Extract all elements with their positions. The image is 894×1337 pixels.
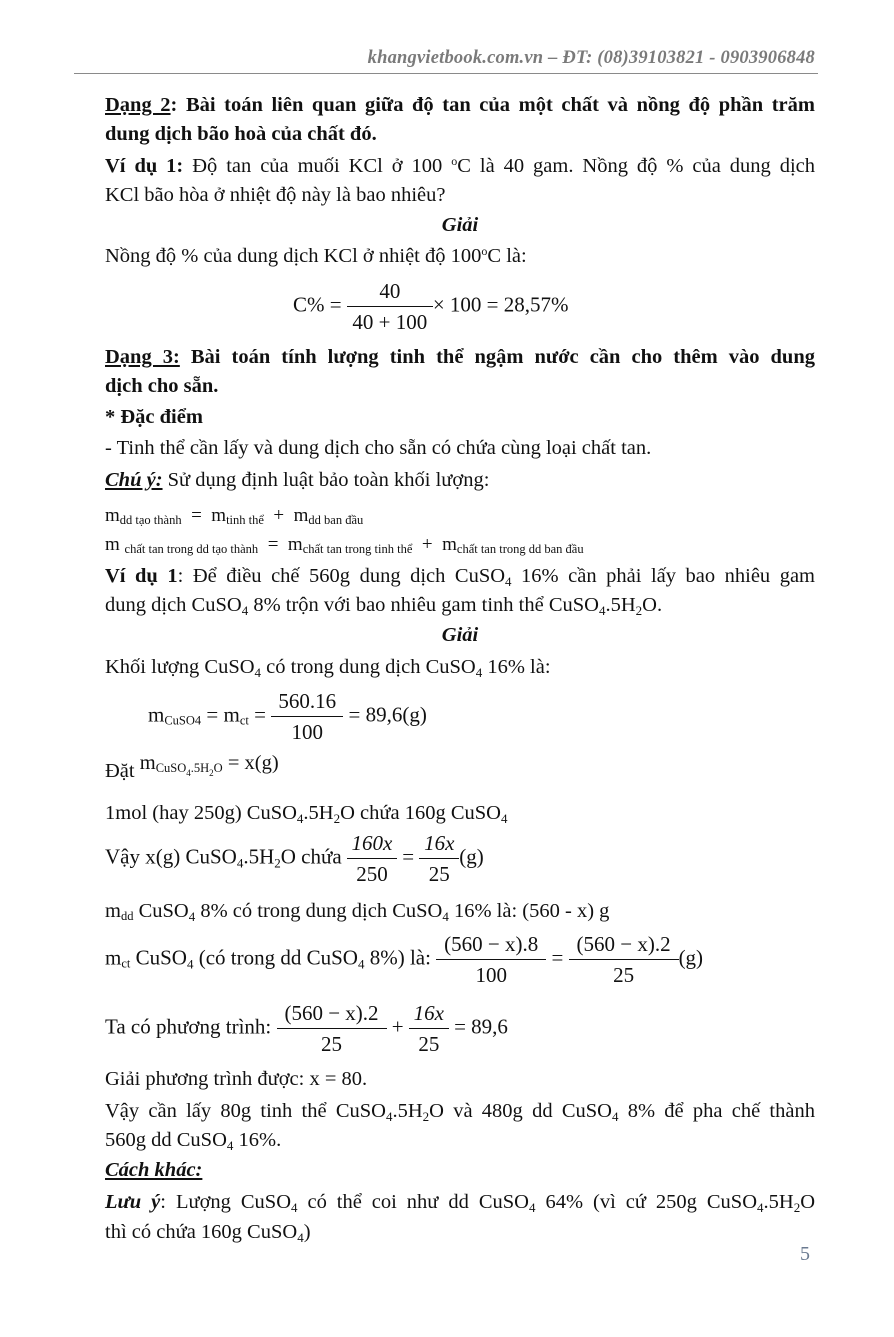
- numerator: (560 − x).8: [436, 929, 546, 960]
- denominator: 100: [475, 963, 507, 987]
- m: m: [211, 505, 227, 526]
- denominator: 25: [613, 963, 635, 987]
- subscript: CuSO4: [164, 713, 202, 728]
- sub: 4: [385, 1109, 393, 1124]
- text: 64% (vì cứ 250g CuSO: [535, 1191, 757, 1213]
- text: ): [303, 1221, 311, 1243]
- text: CuSO: [130, 945, 187, 970]
- text: có thể coi như dd CuSO: [297, 1191, 529, 1213]
- vidu1b-line1: [105, 563, 815, 589]
- m: m: [105, 505, 120, 526]
- text: = m: [201, 702, 240, 727]
- luu-y-line1: [105, 1189, 815, 1215]
- fraction: [347, 828, 397, 889]
- mass-conservation-eq1: [105, 503, 815, 533]
- sub: 4: [254, 665, 262, 680]
- subscript: dd ban đầu: [308, 513, 364, 527]
- subscript: dd tạo thành: [119, 513, 182, 527]
- text: Ta có phương trình:: [105, 1014, 277, 1039]
- text: CuSO: [133, 900, 189, 922]
- dang3-title-line2: dịch cho sẵn.: [105, 375, 219, 397]
- equals: =: [267, 534, 279, 555]
- ket-luan-line2: [105, 1127, 815, 1153]
- mass-conservation-eq2: [105, 532, 815, 562]
- text: 560g dd CuSO: [105, 1129, 227, 1151]
- text: O: [800, 1191, 815, 1213]
- text: 8% có trong dung dịch CuSO: [195, 900, 443, 922]
- text: thì có chứa 160g CuSO: [105, 1221, 298, 1243]
- equals: =: [402, 844, 415, 869]
- dang3-title-text: Bài toán tính lượng tinh thể ngậm nước cần cho thêm vào dung: [179, 346, 815, 368]
- sub: 4: [186, 768, 191, 778]
- subscript: ct: [239, 713, 249, 728]
- subscript: chất tan trong dd ban đầu: [456, 542, 584, 556]
- formula-lhs: C% =: [293, 292, 342, 317]
- text: : Lượng CuSO: [160, 1191, 292, 1213]
- page-number: 5: [800, 1243, 810, 1265]
- text: C là 40 gam. Nồng độ % của dung dịch: [457, 155, 816, 177]
- text: Đặt: [105, 760, 140, 782]
- fraction: [409, 998, 449, 1059]
- mol-line: [105, 800, 815, 826]
- khoi-luong-line: [105, 654, 815, 680]
- giai-heading: Giải: [441, 214, 479, 236]
- dang2-title-text: : Bài toán liên quan giữa độ tan của một chất và nồng độ phần trăm: [170, 94, 815, 116]
- sub: 2: [793, 1200, 801, 1215]
- mct-line: [105, 929, 703, 990]
- fraction: [347, 276, 433, 337]
- fraction: [271, 686, 343, 747]
- sub: 4: [357, 956, 365, 972]
- m: m: [148, 702, 165, 727]
- giai-heading-2: Giải: [441, 624, 479, 646]
- fraction: [277, 998, 387, 1059]
- chu-y-line: [105, 467, 815, 493]
- numerator: (560 − x).2: [277, 998, 387, 1029]
- sub: 4: [505, 574, 512, 589]
- dang2-label: Dạng 2: [105, 94, 171, 116]
- numerator: 160x: [347, 828, 397, 859]
- text: .5H: [605, 594, 636, 616]
- text: 16%.: [233, 1129, 282, 1151]
- vay-x-line: [105, 828, 484, 889]
- text: = 89,6: [454, 1014, 508, 1039]
- sub: 4: [226, 1138, 234, 1153]
- numerator: (560 − x).2: [569, 929, 679, 960]
- vidu1b-line2: [105, 592, 815, 618]
- dang2-title-line2: dung dịch bão hoà của chất đó.: [105, 123, 377, 145]
- dac-diem-item: - Tinh thể cần lấy và dung dịch cho sẵn có chứa cùng loại chất tan.: [105, 437, 652, 459]
- text: Vậy cần lấy 80g tinh thể CuSO: [105, 1100, 386, 1122]
- dang2-title-line1: [105, 92, 815, 118]
- text: 16% cần phải lấy bao nhiêu gam: [511, 565, 815, 587]
- sub: 4: [442, 909, 449, 924]
- fraction: [419, 828, 459, 889]
- text: Vậy x(g) CuSO: [105, 844, 237, 869]
- text: dung dịch CuSO: [105, 594, 242, 616]
- numerator: 560.16: [271, 686, 343, 717]
- dac-diem-heading: * Đặc điểm: [105, 406, 203, 428]
- vidu1-line2: KCl bão hòa ở nhiệt độ này là bao nhiêu?: [105, 184, 446, 206]
- text: .5H: [303, 802, 334, 824]
- degree-sup: o: [481, 244, 488, 258]
- sub: 2: [209, 768, 214, 778]
- text: O.: [642, 594, 663, 616]
- sub: 2: [333, 811, 341, 826]
- subscript: [155, 761, 223, 778]
- text: 1mol (hay 250g) CuSO: [105, 802, 297, 824]
- page-header: khangvietbook.com.vn – ĐT: (08)39103821 - 0903906848: [367, 48, 815, 68]
- sub: 4: [757, 1200, 764, 1215]
- text: O chứa 160g CuSO: [340, 802, 501, 824]
- formula-m-cuso4: [148, 686, 427, 747]
- m: m: [105, 534, 120, 555]
- sub: 2: [274, 855, 281, 871]
- sub: 4: [598, 603, 606, 618]
- giai-pt-line: Giải phương trình được: x = 80.: [105, 1068, 368, 1090]
- text: Độ tan của muối KCl ở 100: [183, 155, 452, 177]
- sub: 4: [528, 1200, 536, 1215]
- numerator: 40: [347, 276, 433, 307]
- fraction: [569, 929, 679, 990]
- text: = x(g): [222, 752, 279, 774]
- text: 16% là: (560 - x) g: [448, 900, 610, 922]
- phuong-trinh-line: [105, 998, 508, 1059]
- plus: +: [273, 505, 285, 526]
- fraction: [436, 929, 546, 990]
- text: =: [248, 702, 272, 727]
- plus: +: [391, 1014, 404, 1039]
- m: m: [442, 534, 457, 555]
- dat-expression: [139, 752, 279, 778]
- equals: =: [191, 505, 202, 526]
- m: m: [139, 752, 156, 774]
- text: CuSO: [155, 761, 187, 775]
- text: Sử dụng định luật bảo toàn khối lượng:: [162, 469, 490, 491]
- formula-rhs: × 100 = 28,57%: [432, 292, 569, 317]
- denominator: 25: [428, 862, 450, 886]
- numerator: 16x: [409, 998, 449, 1029]
- sub: 4: [186, 956, 194, 972]
- m: m: [287, 534, 303, 555]
- text: (có trong dd CuSO: [193, 945, 358, 970]
- text: C là:: [487, 245, 527, 267]
- text: (g): [678, 945, 704, 970]
- text: O: [213, 761, 223, 775]
- m: m: [105, 945, 122, 970]
- text: 16% là:: [482, 656, 551, 678]
- sub: 4: [188, 909, 196, 924]
- sub: 4: [291, 1200, 298, 1215]
- numerator: 16x: [419, 828, 459, 859]
- denominator: 25: [321, 1032, 342, 1056]
- dang3-label: Dạng 3:: [105, 346, 180, 368]
- text: có trong dung dịch CuSO: [261, 656, 476, 678]
- vidu1-line1: [105, 153, 815, 179]
- sub: 2: [422, 1109, 430, 1124]
- mdd-line: [105, 898, 815, 929]
- formula-c-percent: [293, 276, 569, 337]
- text: Nồng độ % của dung dịch KCl ở nhiệt độ 100: [105, 245, 482, 267]
- text: .5H: [190, 761, 210, 775]
- text: .5H: [243, 844, 275, 869]
- sub: 4: [500, 811, 508, 826]
- vidu1b-label: Ví dụ 1: [105, 565, 178, 587]
- sub: 4: [241, 603, 249, 618]
- m: m: [293, 505, 309, 526]
- text: (g): [459, 844, 484, 869]
- subscript: chất tan trong dd tạo thành: [124, 542, 259, 556]
- text: O và 480g dd CuSO: [429, 1100, 612, 1122]
- sub: 4: [611, 1109, 619, 1124]
- denominator: 40 + 100: [352, 310, 428, 334]
- text: .5H: [763, 1191, 794, 1213]
- text: O chứa: [280, 844, 347, 869]
- ket-luan-line1: [105, 1098, 815, 1124]
- denominator: 250: [356, 862, 388, 886]
- chu-y-label: Chú ý:: [105, 469, 163, 491]
- text: .5H: [392, 1100, 423, 1122]
- subscript: ct: [121, 956, 131, 971]
- degree-sup: o: [451, 154, 458, 168]
- sub: 4: [297, 1230, 304, 1245]
- subscript: tinh thể: [226, 513, 264, 527]
- denominator: 100: [291, 720, 323, 744]
- text: 8%) là:: [364, 945, 437, 970]
- subscript: dd: [120, 909, 134, 923]
- subscript: chất tan trong tinh thể: [302, 542, 413, 556]
- dang3-title-line1: [105, 344, 815, 370]
- text: = 89,6(g): [343, 702, 427, 727]
- text: : Để điều chế 560g dung dịch CuSO: [177, 565, 506, 587]
- plus: +: [421, 534, 433, 555]
- m: m: [105, 900, 121, 922]
- dat-line: [105, 752, 815, 789]
- text: 8% để pha chế thành: [618, 1100, 815, 1122]
- sub: 2: [635, 603, 643, 618]
- equals: =: [551, 945, 564, 970]
- cach-khac-heading: Cách khác:: [105, 1159, 203, 1181]
- sub: 4: [236, 855, 244, 871]
- luu-y-line2: [105, 1219, 815, 1245]
- vidu1-label: Ví dụ 1:: [105, 155, 184, 177]
- text: Khối lượng CuSO: [105, 656, 255, 678]
- denominator: 25: [418, 1032, 440, 1056]
- luu-y-label: Lưu ý: [105, 1191, 161, 1213]
- sub: 4: [475, 665, 483, 680]
- solution-line: [105, 243, 815, 269]
- text: 8% trộn với bao nhiêu gam tinh thể CuSO: [248, 594, 599, 616]
- sub: 4: [296, 811, 304, 826]
